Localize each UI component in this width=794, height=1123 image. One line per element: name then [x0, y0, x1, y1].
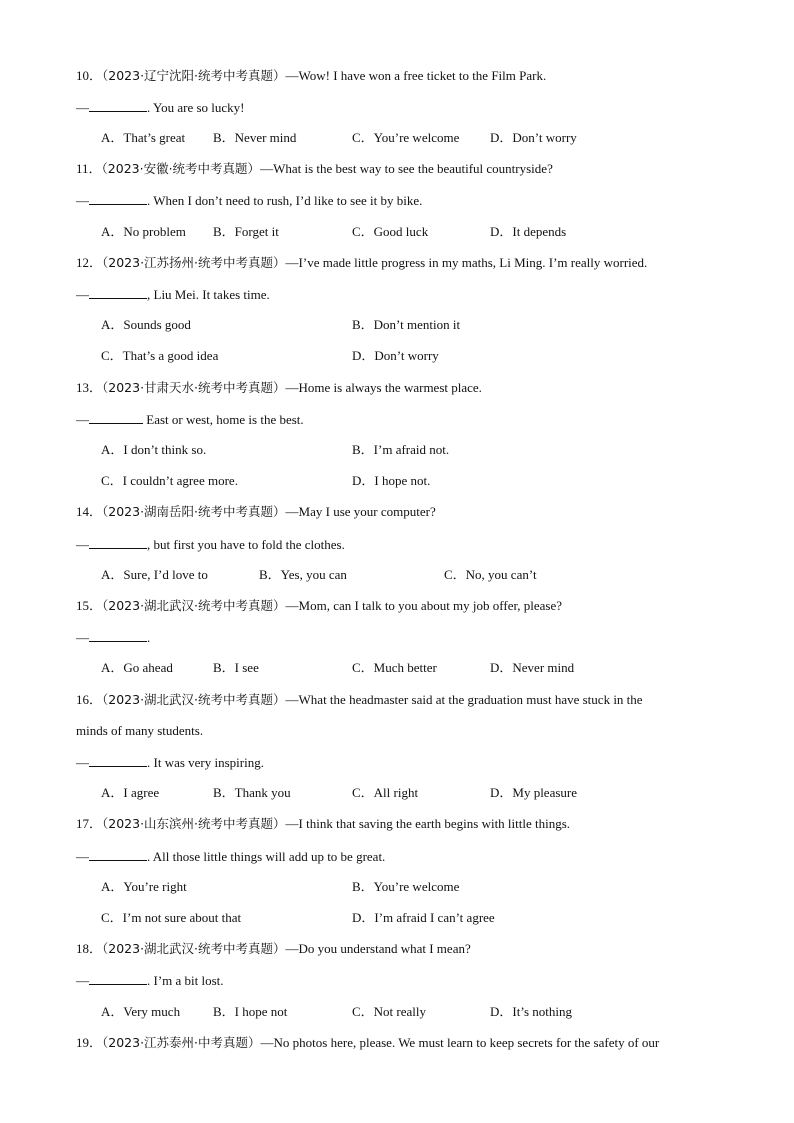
answer-blank[interactable] — [89, 410, 143, 424]
question-source: （2023·江苏扬州·统考中考真题） — [102, 255, 286, 270]
question-11-answer-line: — . When I don’t need to rush, I’d like to see it by bike. — [76, 193, 423, 208]
question-source: （2023·江苏泰州·中考真题） — [102, 1035, 261, 1050]
question-10-options — [101, 129, 781, 147]
option-c[interactable]: C．All right — [352, 785, 419, 800]
question-16-answer-line: — . It was very inspiring. — [76, 755, 264, 770]
option-d[interactable]: D．It’s nothing — [490, 1004, 572, 1019]
option-b[interactable]: B．Forget it — [213, 224, 279, 239]
question-source: （2023·山东滨州·统考中考真题） — [102, 816, 286, 831]
option-a[interactable]: A．That’s great — [101, 130, 186, 145]
answer-blank[interactable] — [89, 628, 147, 642]
question-14-answer-line: — , but first you have to fold the clothes. — [76, 537, 345, 552]
option-d[interactable]: D．Don’t worry — [490, 130, 577, 145]
question-12-stem: 12．（2023·江苏扬州·统考中考真题）—I’ve made little progress in my maths, Li Ming. I’m really worried. — [76, 255, 648, 270]
option-d[interactable]: D．It depends — [490, 224, 567, 239]
question-14-options — [101, 566, 781, 584]
answer-blank[interactable] — [89, 847, 147, 861]
question-source: （2023·湖北武汉·统考中考真题） — [102, 941, 286, 956]
option-a[interactable]: A．Very much — [101, 1004, 181, 1019]
option-a[interactable]: A．Sure, I’d love to — [101, 567, 208, 582]
question-11-stem: 11．（2023·安徽·统考中考真题）—What is the best way to see the beautiful countryside? — [76, 161, 553, 176]
question-15-stem: 15．（2023·湖北武汉·统考中考真题）—Mom, can I talk to you about my job offer, please? — [76, 598, 563, 613]
answer-blank[interactable] — [89, 753, 147, 767]
question-17-stem: 17．（2023·山东滨州·统考中考真题）—I think that saving the earth begins with little things. — [76, 816, 571, 831]
option-d[interactable]: D．Don’t worry — [352, 348, 439, 363]
question-17-answer-line: — . All those little things will add up to be great. — [76, 849, 386, 864]
option-c[interactable]: C．Good luck — [352, 224, 429, 239]
option-c[interactable]: C．I’m not sure about that — [101, 910, 242, 925]
question-13-stem: 13．（2023·甘肃天水·统考中考真题）—Home is always the warmest place. — [76, 380, 482, 395]
question-source: （2023·湖北武汉·统考中考真题） — [102, 598, 286, 613]
option-a[interactable]: A．Go ahead — [101, 660, 173, 675]
question-12-answer-line: — , Liu Mei. It takes time. — [76, 287, 270, 302]
answer-blank[interactable] — [89, 98, 147, 112]
question-18-options — [101, 1003, 781, 1021]
option-b[interactable]: B．Don’t mention it — [352, 317, 461, 332]
option-b[interactable]: B．You’re welcome — [352, 879, 460, 894]
question-source: （2023·湖南岳阳·统考中考真题） — [102, 504, 286, 519]
option-c[interactable]: C．I couldn’t agree more. — [101, 473, 238, 488]
option-c[interactable]: C．No, you can’t — [444, 567, 537, 582]
option-c[interactable]: C．Not really — [352, 1004, 427, 1019]
option-b[interactable]: B．Yes, you can — [259, 567, 347, 582]
question-16-options — [101, 784, 781, 802]
question-12-options-row2 — [101, 347, 781, 365]
question-16-stem-cont: minds of many students. — [76, 723, 204, 738]
option-b[interactable]: B．I’m afraid not. — [352, 442, 450, 457]
option-b[interactable]: B．I hope not — [213, 1004, 288, 1019]
question-source: （2023·甘肃天水·统考中考真题） — [102, 380, 286, 395]
question-13-options-row2 — [101, 472, 781, 490]
question-source: （2023·湖北武汉·统考中考真题） — [102, 692, 286, 707]
question-10-stem: 10．（2023·辽宁沈阳·统考中考真题）—Wow! I have won a free ticket to the Film Park. — [76, 68, 547, 83]
option-b[interactable]: B．Thank you — [213, 785, 291, 800]
question-18-answer-line: — . I’m a bit lost. — [76, 973, 224, 988]
option-d[interactable]: D．My pleasure — [490, 785, 578, 800]
question-10-answer-line: — . You are so lucky! — [76, 100, 245, 115]
question-14-stem: 14．（2023·湖南岳阳·统考中考真题）—May I use your computer? — [76, 504, 436, 519]
option-a[interactable]: A．You’re right — [101, 879, 187, 894]
option-c[interactable]: C．That’s a good idea — [101, 348, 219, 363]
question-19-stem: 19．（2023·江苏泰州·中考真题）—No photos here, please. We must learn to keep secrets for the safety of our — [76, 1035, 660, 1050]
option-a[interactable]: A．I don’t think so. — [101, 442, 207, 457]
option-d[interactable]: D．Never mind — [490, 660, 575, 675]
option-c[interactable]: C．You’re welcome — [352, 130, 460, 145]
question-source: （2023·安徽·统考中考真题） — [101, 161, 261, 176]
question-15-options — [101, 659, 781, 677]
question-13-options-row1 — [101, 441, 781, 459]
question-16-stem: 16．（2023·湖北武汉·统考中考真题）—What the headmaster said at the graduation must have stuck in the — [76, 692, 643, 707]
question-12-options-row1 — [101, 316, 781, 334]
answer-blank[interactable] — [89, 191, 147, 205]
question-source: （2023·辽宁沈阳·统考中考真题） — [102, 68, 286, 83]
option-b[interactable]: B．Never mind — [213, 130, 297, 145]
question-18-stem: 18．（2023·湖北武汉·统考中考真题）—Do you understand what I mean? — [76, 941, 471, 956]
question-13-answer-line: — East or west, home is the best. — [76, 412, 304, 427]
question-11-options — [101, 223, 781, 241]
answer-blank[interactable] — [89, 971, 147, 985]
question-17-options-row1 — [101, 878, 781, 896]
option-d[interactable]: D．I’m afraid I can’t agree — [352, 910, 495, 925]
question-15-answer-line: — . — [76, 630, 151, 645]
option-b[interactable]: B．I see — [213, 660, 259, 675]
question-17-options-row2 — [101, 909, 781, 927]
answer-blank[interactable] — [89, 535, 147, 549]
option-d[interactable]: D．I hope not. — [352, 473, 431, 488]
answer-blank[interactable] — [89, 285, 147, 299]
option-a[interactable]: A．Sounds good — [101, 317, 191, 332]
option-a[interactable]: A．No problem — [101, 224, 186, 239]
option-a[interactable]: A．I agree — [101, 785, 160, 800]
option-c[interactable]: C．Much better — [352, 660, 437, 675]
